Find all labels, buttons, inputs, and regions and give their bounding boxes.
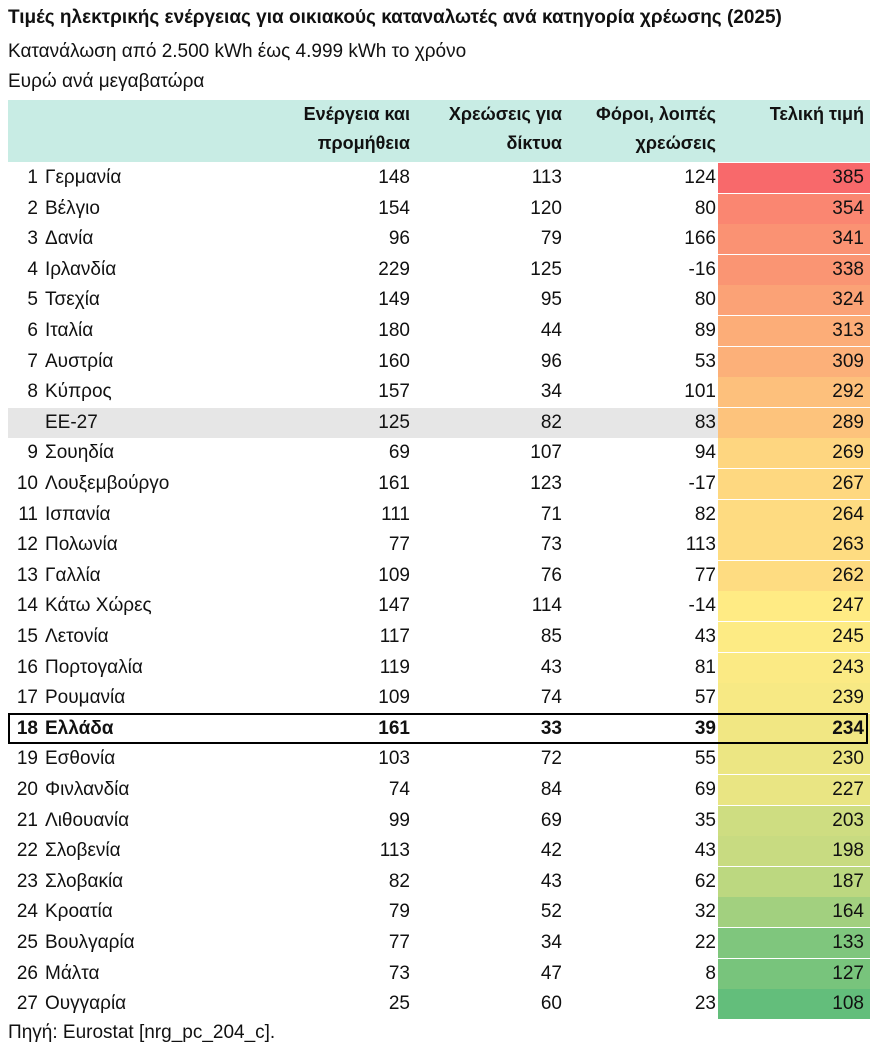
table-row: [8, 591, 870, 621]
row-total-cell: [718, 683, 870, 713]
row-taxes-value: 53: [694, 350, 716, 372]
row-country-name: Γαλλία: [45, 564, 101, 586]
row-taxes-value: 62: [694, 870, 716, 892]
table-row: [8, 928, 870, 958]
row-energy-value: 79: [388, 901, 410, 923]
row-total-value: 239: [832, 687, 864, 709]
row-country-name: Πορτογαλία: [45, 656, 143, 678]
row-energy-value: 161: [378, 717, 410, 739]
row-total-cell: [718, 561, 870, 591]
row-total-value: 385: [832, 167, 864, 188]
row-taxes-value: 35: [694, 809, 716, 831]
row-taxes-value: 83: [694, 411, 716, 433]
row-energy-value: 73: [388, 962, 410, 984]
row-total-value: 198: [832, 840, 864, 862]
row-total-cell: [718, 530, 870, 560]
row-country-name: Εσθονία: [45, 748, 116, 770]
table-row: [8, 500, 870, 530]
row-country-name: Κύπρος: [45, 381, 112, 403]
row-energy-value: 111: [381, 503, 410, 525]
row-network-value: 60: [540, 993, 562, 1015]
row-total-cell: [718, 255, 870, 285]
table-row: [8, 224, 870, 254]
table-row: [8, 989, 870, 1019]
row-rank: 23: [16, 870, 38, 892]
row-energy-value: 77: [388, 534, 410, 556]
row-energy-value: 148: [378, 167, 410, 188]
row-total-cell: [718, 469, 870, 499]
row-total-cell: [718, 438, 870, 468]
row-taxes-value: 77: [694, 564, 716, 586]
row-total-value: 289: [832, 411, 864, 433]
row-energy-value: 99: [388, 809, 410, 831]
row-total-value: 269: [832, 442, 864, 464]
row-rank: 2: [27, 197, 38, 219]
row-total-value: 230: [832, 748, 864, 770]
row-total-cell: [718, 194, 870, 224]
row-country-name: Λουξεμβούργο: [45, 473, 170, 494]
row-network-value: 82: [540, 411, 562, 433]
row-taxes-value: 43: [694, 626, 716, 647]
row-total-value: 133: [832, 932, 864, 953]
row-total-cell: [718, 989, 870, 1019]
row-total-cell: [718, 653, 870, 683]
row-total-value: 247: [832, 595, 864, 617]
row-total-cell: [718, 744, 870, 774]
table-row: [8, 683, 870, 713]
table-row: [8, 347, 870, 377]
row-taxes-value: 23: [694, 993, 716, 1015]
row-energy-value: 154: [378, 197, 410, 219]
row-network-value: 43: [540, 870, 562, 892]
row-rank: 6: [27, 320, 38, 341]
header-taxes: Φόροι, λοιπές χρεώσεις: [596, 104, 716, 153]
row-rank: 19: [16, 748, 38, 770]
table-row: [8, 377, 870, 407]
row-taxes-value: 101: [684, 381, 716, 403]
table-row: [8, 316, 870, 346]
row-total-cell: [718, 224, 870, 254]
row-country-name: Βέλγιο: [45, 197, 100, 219]
row-rank: 11: [18, 503, 38, 525]
row-country-name: Μάλτα: [45, 962, 100, 984]
row-country-name: Ουγγαρία: [45, 993, 127, 1015]
row-network-value: 47: [540, 962, 562, 984]
row-taxes-value: 113: [685, 534, 716, 556]
row-rank: 8: [27, 381, 38, 403]
row-energy-value: 229: [378, 258, 410, 280]
row-country-name: Κροατία: [45, 901, 113, 923]
row-total-value: 263: [832, 534, 864, 556]
row-rank: 3: [27, 228, 38, 250]
row-rank: 7: [27, 350, 38, 372]
row-country-name: Λιθουανία: [45, 809, 130, 831]
row-energy-value: 161: [378, 473, 410, 494]
table-row-eu27: [8, 408, 870, 438]
row-energy-value: 160: [378, 350, 410, 372]
row-total-cell: [718, 347, 870, 377]
row-rank: 16: [16, 656, 38, 678]
row-taxes-value: 69: [694, 779, 716, 800]
row-rank: 17: [16, 687, 38, 709]
row-total-value: 267: [832, 473, 864, 494]
row-network-value: 95: [540, 289, 562, 311]
row-network-value: 52: [540, 901, 562, 923]
row-network-value: 33: [540, 717, 562, 739]
row-total-cell: [718, 316, 870, 346]
row-network-value: 84: [540, 779, 562, 800]
row-country-name: Βουλγαρία: [45, 932, 135, 953]
row-taxes-value: -17: [688, 473, 716, 494]
row-rank: 26: [16, 962, 38, 984]
table-row: [8, 438, 870, 468]
row-energy-value: 82: [388, 870, 410, 892]
row-total-value: 234: [832, 717, 864, 739]
row-total-cell: [718, 897, 870, 927]
row-energy-value: 117: [379, 626, 410, 647]
row-country-name: Τσεχία: [45, 289, 100, 311]
row-total-value: 164: [832, 901, 864, 923]
row-taxes-value: 124: [684, 167, 716, 188]
row-country-name: ΕΕ-27: [45, 411, 98, 433]
table-row: [8, 653, 870, 683]
row-network-value: 69: [540, 809, 562, 831]
table-subtitle: Κατανάλωση από 2.500 kWh έως 4.999 kWh το χρόνο: [8, 41, 467, 62]
row-network-value: 76: [540, 564, 562, 586]
table-title: Τιμές ηλεκτρικής ενέργειας για οικιακούς καταναλωτές ανά κατηγορία χρέωσης (2025): [8, 7, 782, 28]
row-rank: 1: [27, 167, 38, 188]
row-network-value: 85: [540, 626, 562, 647]
row-total-value: 245: [832, 626, 864, 647]
row-total-value: 127: [832, 962, 864, 984]
row-country-name: Ιρλανδία: [45, 258, 117, 280]
row-country-name: Σλοβενία: [45, 840, 121, 862]
row-taxes-value: 8: [705, 962, 716, 984]
row-network-value: 73: [540, 534, 562, 556]
row-rank: 9: [27, 442, 38, 464]
row-network-value: 123: [530, 473, 562, 494]
row-taxes-value: 32: [694, 901, 716, 923]
row-rank: 20: [16, 779, 38, 800]
source-note: Πηγή: Eurostat [nrg_pc_204_c].: [8, 1022, 276, 1043]
row-total-value: 187: [832, 870, 864, 892]
row-total-value: 324: [832, 289, 864, 311]
row-total-cell: [718, 959, 870, 989]
header-network: Χρεώσεις για δίκτυα: [448, 104, 562, 153]
row-energy-value: 74: [388, 779, 410, 800]
row-rank: 5: [27, 289, 38, 311]
row-taxes-value: 55: [694, 748, 716, 770]
row-total-cell: [718, 500, 870, 530]
table-row: [8, 469, 870, 499]
row-total-cell: [718, 591, 870, 621]
row-rank: 10: [16, 473, 38, 494]
row-taxes-value: 80: [694, 197, 716, 219]
table-row: [8, 806, 870, 836]
row-total-value: 338: [832, 258, 864, 280]
row-energy-value: 113: [379, 840, 410, 862]
row-total-value: 309: [832, 350, 864, 372]
row-taxes-value: 82: [694, 503, 716, 525]
row-country-name: Ισπανία: [45, 503, 111, 525]
row-country-name: Δανία: [45, 228, 94, 250]
row-total-cell: [718, 408, 870, 438]
row-total-cell: [718, 285, 870, 315]
row-taxes-value: -16: [688, 258, 716, 280]
row-taxes-value: 39: [694, 717, 716, 739]
row-country-name: Πολωνία: [45, 534, 118, 556]
row-network-value: 72: [540, 748, 562, 770]
table-row: [8, 530, 870, 560]
row-rank: 13: [16, 564, 38, 586]
table-row: [8, 255, 870, 285]
row-total-cell: [718, 806, 870, 836]
row-taxes-value: 89: [694, 320, 716, 341]
row-taxes-value: 94: [694, 442, 716, 464]
row-total-cell: [718, 622, 870, 652]
row-taxes-value: -14: [688, 595, 716, 617]
row-energy-value: 103: [378, 748, 410, 770]
row-total-value: 292: [832, 381, 864, 403]
row-network-value: 120: [530, 197, 562, 219]
row-rank: 22: [16, 840, 38, 862]
row-network-value: 74: [540, 687, 562, 709]
row-total-value: 203: [832, 809, 864, 831]
row-rank: 15: [16, 626, 38, 647]
table-row: [8, 744, 870, 774]
row-network-value: 79: [540, 228, 562, 250]
table-row: [8, 561, 870, 591]
row-country-name: Αυστρία: [45, 350, 114, 372]
row-taxes-value: 166: [684, 228, 716, 250]
row-country-name: Φινλανδία: [45, 779, 130, 800]
row-energy-value: 96: [388, 228, 410, 250]
header-total: Τελική τιμή: [769, 104, 864, 124]
row-rank: 18: [16, 717, 38, 739]
unit-label: Ευρώ ανά μεγαβατώρα: [8, 71, 205, 92]
row-network-value: 34: [540, 932, 562, 953]
row-taxes-value: 80: [694, 289, 716, 311]
row-rank: 14: [16, 595, 38, 617]
row-total-cell: [718, 377, 870, 407]
row-total-cell: [718, 867, 870, 897]
table-row: [8, 867, 870, 897]
row-energy-value: 125: [378, 411, 410, 433]
row-rank: 21: [16, 809, 38, 831]
row-total-value: 243: [832, 656, 864, 678]
row-country-name: Κάτω Χώρες: [45, 595, 152, 617]
row-rank: 24: [16, 901, 38, 923]
table-header: [8, 100, 870, 162]
table-row: [8, 285, 870, 315]
row-energy-value: 180: [378, 320, 410, 341]
row-country-name: Ρουμανία: [45, 687, 126, 709]
table-row: [8, 163, 870, 193]
row-taxes-value: 81: [694, 656, 716, 678]
table-row: [8, 959, 870, 989]
row-total-value: 262: [832, 564, 864, 586]
row-total-value: 313: [832, 320, 864, 341]
row-total-value: 227: [832, 779, 864, 800]
row-country-name: Λετονία: [45, 626, 109, 647]
row-taxes-value: 22: [694, 932, 716, 953]
row-network-value: 107: [530, 442, 562, 464]
table-row: [8, 622, 870, 652]
row-rank: 27: [16, 993, 38, 1015]
row-total-cell: [718, 928, 870, 958]
row-energy-value: 109: [378, 564, 410, 586]
table-row: [8, 714, 870, 744]
row-energy-value: 69: [388, 442, 410, 464]
row-total-value: 354: [832, 197, 864, 219]
row-total-cell: [718, 775, 870, 805]
row-network-value: 125: [530, 258, 562, 280]
table-row: [8, 775, 870, 805]
row-country-name: Γερμανία: [45, 167, 122, 188]
row-energy-value: 119: [379, 656, 410, 678]
row-network-value: 44: [540, 320, 562, 341]
row-country-name: Ελλάδα: [45, 717, 114, 739]
row-energy-value: 149: [378, 289, 410, 311]
row-total-value: 108: [832, 993, 864, 1015]
row-total-value: 341: [832, 228, 864, 250]
row-network-value: 114: [531, 595, 562, 617]
row-rank: 12: [16, 534, 38, 556]
row-country-name: Σλοβακία: [45, 870, 124, 892]
row-network-value: 34: [540, 381, 562, 403]
row-energy-value: 25: [388, 993, 410, 1015]
row-network-value: 43: [540, 656, 562, 678]
table-row: [8, 897, 870, 927]
row-energy-value: 77: [388, 932, 410, 953]
row-total-cell: [718, 714, 870, 744]
table-row: [8, 836, 870, 866]
row-country-name: Ιταλία: [45, 320, 94, 341]
row-rank: 4: [27, 258, 38, 280]
row-network-value: 71: [540, 503, 562, 525]
header-energy: Ενέργεια και προμήθεια: [303, 104, 410, 153]
row-energy-value: 147: [378, 595, 410, 617]
row-taxes-value: 43: [694, 840, 716, 862]
row-network-value: 96: [540, 350, 562, 372]
row-rank: 25: [16, 932, 38, 953]
row-network-value: 42: [540, 840, 562, 862]
table-row: [8, 194, 870, 224]
row-network-value: 113: [531, 167, 562, 188]
row-total-cell: [718, 836, 870, 866]
row-taxes-value: 57: [694, 687, 716, 709]
row-total-value: 264: [832, 503, 864, 525]
row-total-cell: [718, 163, 870, 193]
row-country-name: Σουηδία: [45, 442, 115, 464]
row-energy-value: 157: [378, 381, 410, 403]
row-energy-value: 109: [378, 687, 410, 709]
